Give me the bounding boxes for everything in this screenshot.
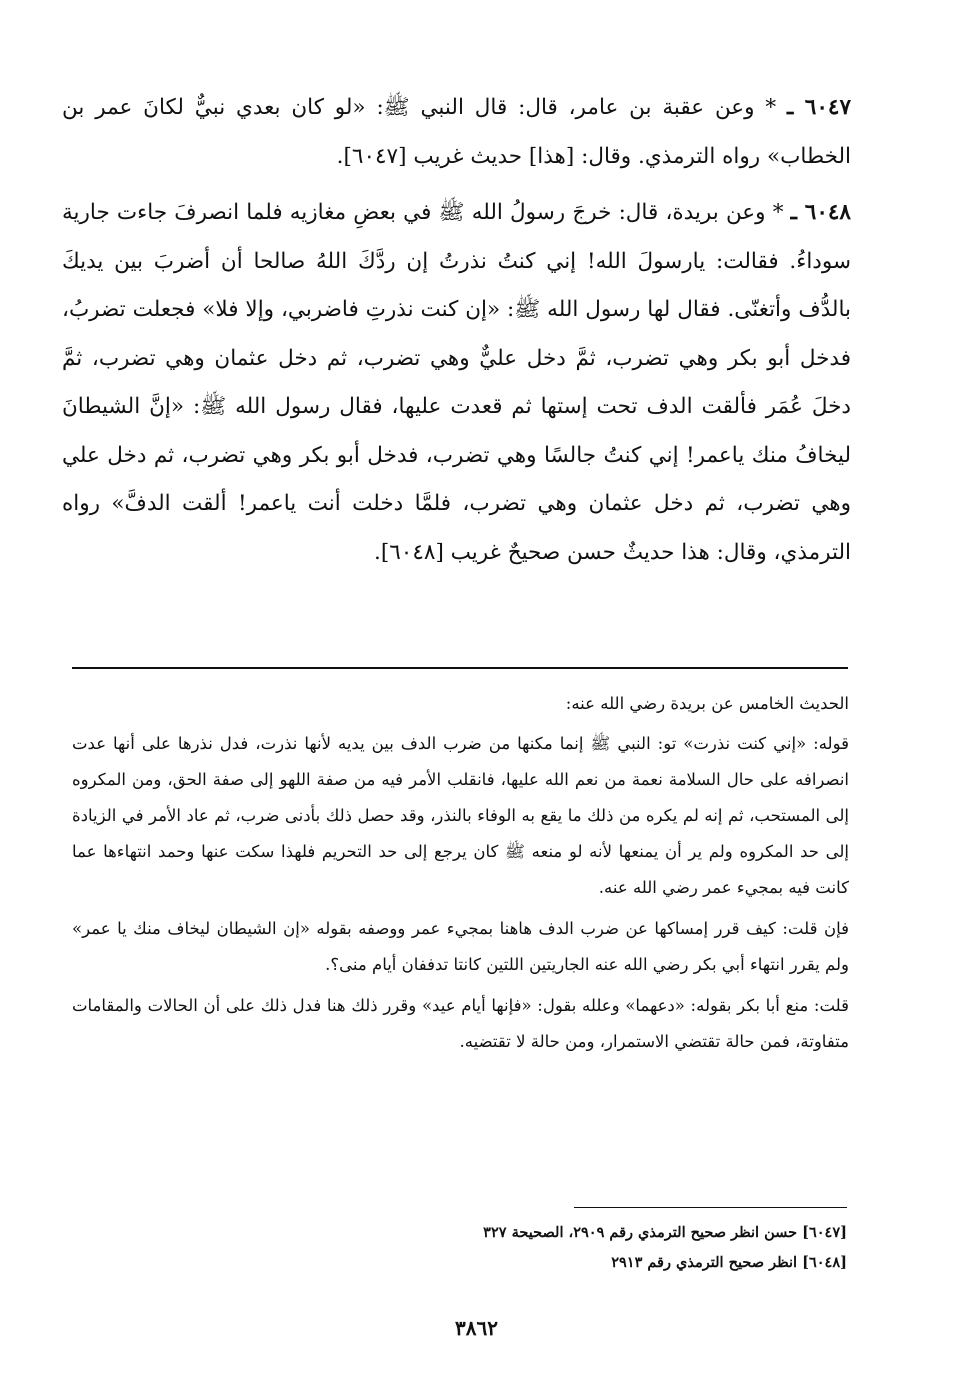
page-number: ٣٨٦٢ bbox=[455, 1316, 498, 1340]
hadith-6047 bbox=[62, 84, 851, 181]
hadith-main-text bbox=[62, 84, 851, 585]
footnote: [٦٠٤٨] انظر صحيح الترمذي رقم ٢٩١٣ bbox=[611, 1254, 847, 1271]
commentary-section bbox=[72, 686, 849, 1065]
commentary-heading: الحديث الخامس عن بريدة رضي الله عنه: bbox=[565, 694, 849, 713]
section-divider bbox=[72, 667, 848, 669]
hadith-number: ٦٠٤٨ ـ bbox=[790, 200, 851, 225]
footnote-divider bbox=[574, 1207, 847, 1208]
footnotes bbox=[287, 1218, 847, 1278]
commentary-paragraph: قلت: منع أبا بكر بقوله: «دعهما» وعلله بقول: «فإنها أيام عيد» وقرر ذلك هنا فدل ذلك على أن الحالات والمقامات متفاوتة، فمن حالة تقتضي الاستمرار، ومن حالة لا تقتضيه. bbox=[72, 996, 849, 1051]
hadith-text: * وعن بريدة، قال: خرجَ رسولُ الله ﷺ في بعضِ مغازيه فلما انصرفَ جاءت جارية سوداءُ. فقالت: يارسولَ الله! إني كنتُ نذرتُ إن ردَّكَ اللهُ صالحا أن أضربَ بين يديكَ بالدُّف وأتغنّى. فقال لها رسول الله ﷺ: «إن كنت نذرتِ فاضربي، وإلا فلا» فجعلت تضربُ، فدخل أبو بكر وهي تضرب، ثمَّ دخل عليٌّ وهي تضرب، ثم دخل عثمان وهي تضرب، ثمَّ دخلَ عُمَر فألقت الدف تحت إستها ثم قعدت عليها، فقال رسول الله ﷺ: «إنَّ الشيطانَ ليخافُ منك ياعمر! إني كنتُ جالسًا وهي تضرب، فدخل أبو بكر وهي تضرب، ثم دخل علي وهي تضرب، ثم دخل عثمان وهي تضرب، فلمَّا دخلت أنت ياعمر! ألقت الدفَّ» رواه الترمذي، وقال: هذا حديثٌ حسن صحيحٌ غريب [٦٠٤٨]. bbox=[62, 200, 851, 565]
hadith-text: * وعن عقبة بن عامر، قال: قال النبي ﷺ: «لو كان بعدي نبيٌّ لكانَ عمر بن الخطاب» رواه الترمذي. وقال: [هذا] حديث غريب [٦٠٤٧]. bbox=[62, 95, 851, 169]
hadith-6048 bbox=[62, 189, 851, 577]
footnote: [٦٠٤٧] حسن انظر صحيح الترمذي رقم ٢٩٠٩، الصحيحة ٣٢٧ bbox=[483, 1224, 847, 1241]
commentary-paragraph: قوله: «إني كنت نذرت» تو: النبي ﷺ إنما مكنها من ضرب الدف بين يديه لأنها نذرت، فدل نذرها على أنها عدت انصرافه على حال السلامة نعمة من نعم الله عليها، فانقلب الأمر فيه من صفة اللهو إلى صفة الحق، ومن المكروه إلى المستحب، ثم إنه لم يكره من ذلك ما يقع به الوفاء بالنذر، وقد حصل ذلك بأدنى ضرب، ثم عاد الأمر في الزيادة إلى حد المكروه ولم ير أن يمنعها لأنه لو منعه ﷺ كان يرجع إلى حد التحريم فلهذا سكت عنها وحمد انتهاءها عما كانت فيه بمجيء عمر رضي الله عنه. bbox=[72, 734, 849, 897]
commentary-paragraph: فإن قلت: كيف قرر إمساكها عن ضرب الدف هاهنا بمجيء عمر ووصفه بقوله «إن الشيطان ليخاف منك يا عمر» ولم يقرر انتهاء أبي بكر رضي الله عنه الجاريتين اللتين كانتا تدففان أيام منى؟. bbox=[72, 919, 849, 974]
hadith-number: ٦٠٤٧ ـ bbox=[786, 95, 851, 120]
